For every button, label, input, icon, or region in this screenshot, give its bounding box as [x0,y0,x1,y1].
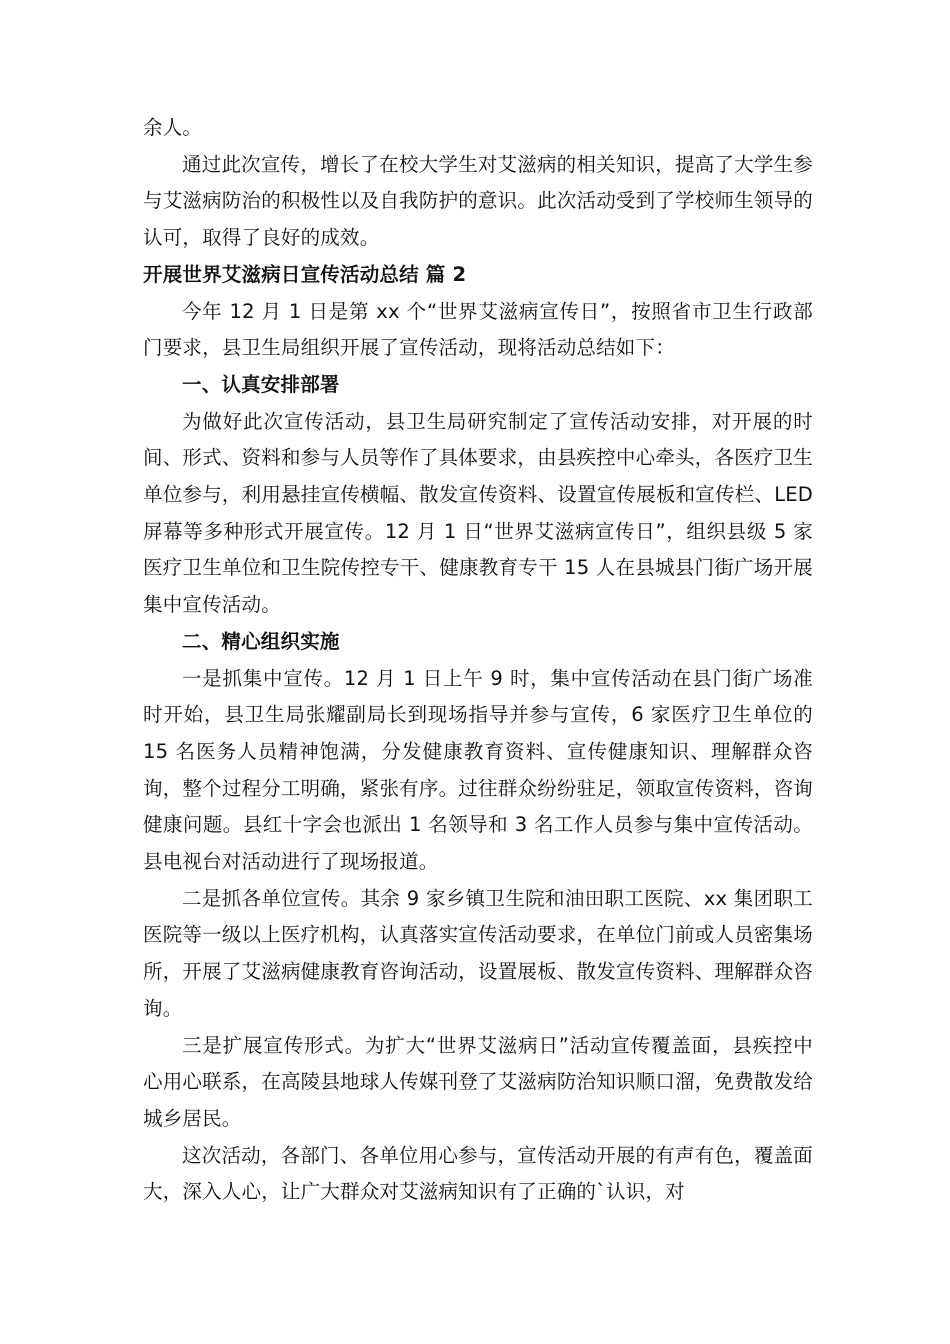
paragraph-outcome: 通过此次宣传，增长了在校大学生对艾滋病的相关知识，提高了大学生参与艾滋病防治的积极性以及自我防护的意识。此次活动受到了学校师生领导的认可，取得了良好的成效。 [143,152,813,250]
paragraph-summary: 这次活动，各部门、各单位用心参与，宣传活动开展的有声有色，覆盖面大，深入人心，让广大群众对艾滋病知识有了正确的`认识，对 [143,1143,813,1204]
paragraph-intro: 今年 12 月 1 日是第 xx 个“世界艾滋病宣传日”，按照省市卫生行政部门要求，县卫生局组织开展了宣传活动，现将活动总结如下： [143,299,813,360]
subheading-implementation: 二、精心组织实施 [182,629,340,653]
subheading-arrangement: 一、认真安排部署 [182,372,340,396]
paragraph-expanded-forms: 三是扩展宣传形式。为扩大“世界艾滋病日”活动宣传覆盖面，县疾控中心用心联系，在高陵县地球人传媒刊登了艾滋病防治知识顺口溜，免费散发给城乡居民。 [143,1033,813,1130]
paragraph-unit-publicity: 二是抓各单位宣传。其余 9 家乡镇卫生院和油田职工医院、xx 集团职工医院等一级以上医疗机构，认真落实宣传活动要求，在单位门前或人员密集场所，开展了艾滋病健康教育咨询活动，设置展板、散发宣传资料、理解群众咨询。 [143,886,813,1020]
section-title: 开展世界艾滋病日宣传活动总结 篇 2 [143,262,467,286]
paragraph-arrangement: 为做好此次宣传活动，县卫生局研究制定了宣传活动安排，对开展的时间、形式、资料和参与人员等作了具体要求，由县疾控中心牵头，各医疗卫生单位参与，利用悬挂宣传横幅、散发宣传资料、设置宣传展板和宣传栏、LED 屏幕等多种形式开展宣传。12 月 1 日“世界艾滋病宣传日”，组织县级 5 家医疗卫生单位和卫生院传控专干、健康教育专干 15 人在县城县门街广场开展集中宣传活动。 [143,409,813,617]
paragraph-centralized-publicity: 一是抓集中宣传。12 月 1 日上午 9 时，集中宣传活动在县门街广场准时开始，县卫生局张耀副局长到现场指导并参与宣传，6 家医疗卫生单位的 15 名医务人员精神饱满，分发健康教育资料、宣传健康知识、理解群众咨询，整个过程分工明确，紧张有序。过往群众纷纷驻足，领取宣传资料，咨询健康问题。县红十字会也派出 1 名领导和 3 名工作人员参与集中宣传活动。县电视台对活动进行了现场报道。 [143,666,813,874]
paragraph-continuation: 余人。 [143,116,203,139]
document-body [143,110,813,1211]
